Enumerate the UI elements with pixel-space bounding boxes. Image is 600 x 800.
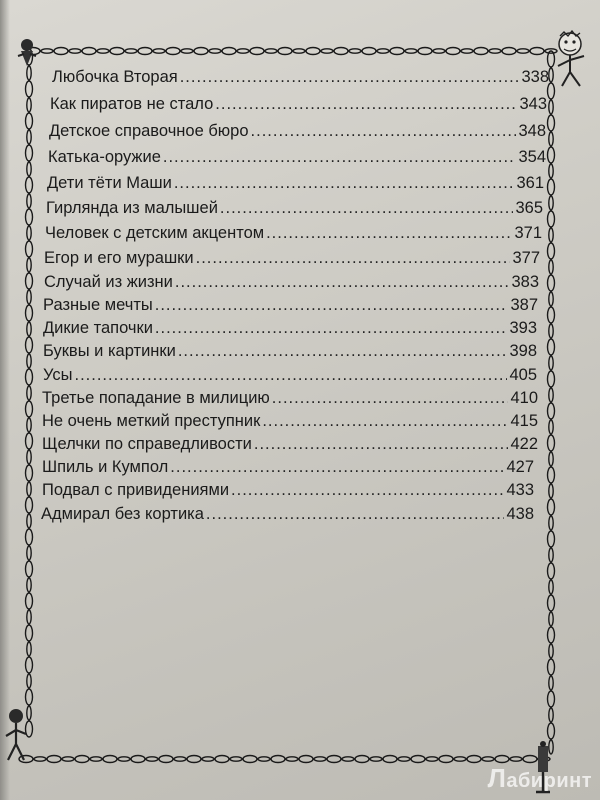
dot-leader [174, 172, 515, 194]
toc-entry-title: Дикие тапочки [43, 319, 153, 337]
toc-entry-page: 410 [510, 389, 538, 407]
watermark-letter: Л [487, 763, 507, 793]
toc-entry [43, 340, 537, 362]
toc-entry [42, 456, 534, 478]
toc-entry-title: Щелчки по справедливости [42, 435, 252, 453]
toc-entry [46, 197, 543, 219]
toc-entry [44, 247, 540, 269]
toc-entry [50, 93, 547, 115]
toc-entry-page: 354 [518, 148, 546, 166]
toc-entry-page: 338 [521, 68, 549, 86]
dot-leader [262, 410, 508, 432]
dot-leader [220, 197, 514, 219]
toc-entry-page: 383 [511, 273, 539, 291]
toc-entry-page: 427 [506, 458, 534, 476]
toc-entry [42, 433, 538, 455]
dot-leader [155, 317, 508, 339]
toc-entry-page: 377 [512, 249, 540, 267]
toc-entry-title: Как пиратов не стало [50, 95, 214, 113]
toc-entry-title: Буквы и картинки [43, 342, 176, 360]
dot-leader [206, 503, 505, 525]
toc-entry [44, 271, 539, 293]
toc-entry-page: 371 [514, 224, 542, 242]
toc-entry-title: Адмирал без кортика [41, 505, 204, 523]
corner-figure-bottom-left [2, 706, 32, 766]
dot-leader [196, 247, 511, 269]
toc-entry [42, 479, 534, 501]
toc-entry [48, 146, 546, 168]
toc-entry-title: Любочка Вторая [52, 68, 178, 86]
toc-entry-page: 387 [510, 296, 538, 314]
toc-entry [42, 410, 538, 432]
dot-leader [170, 456, 504, 478]
dot-leader [178, 340, 508, 362]
toc-entry [49, 120, 546, 142]
dot-leader [251, 120, 517, 142]
dot-leader [231, 479, 504, 501]
toc-entry [45, 222, 542, 244]
toc-entry-title: Случай из жизни [44, 273, 173, 291]
toc-entry-page: 415 [510, 412, 538, 430]
toc-entry-page: 393 [509, 319, 537, 337]
toc-entry-title: Егор и его мурашки [44, 249, 194, 267]
toc-entry-title: Детское справочное бюро [49, 122, 249, 140]
chain-border-bottom [18, 752, 553, 766]
toc-entry-page: 361 [516, 174, 544, 192]
toc-entry [43, 317, 537, 339]
watermark [488, 763, 592, 794]
toc-entry-title: Человек с детским акцентом [45, 224, 265, 242]
toc-entry [47, 172, 544, 194]
dot-leader [254, 433, 509, 455]
toc-entry-title: Подвал с привидениями [42, 481, 230, 499]
dot-leader [215, 93, 517, 115]
toc-entry [43, 364, 537, 386]
chain-border-right [544, 50, 558, 762]
toc-entry-title: Дети тёти Маши [47, 174, 172, 192]
dot-leader [155, 294, 509, 316]
toc-entry-page: 348 [518, 122, 546, 140]
toc-entry-page: 343 [519, 95, 547, 113]
corner-figure-top-right [548, 30, 594, 90]
dot-leader [266, 222, 512, 244]
toc-entry-title: Разные мечты [43, 296, 153, 314]
toc-entry-page: 405 [509, 366, 537, 384]
toc-entry-page: 398 [509, 342, 537, 360]
toc-entry-title: Не очень меткий преступник [42, 412, 261, 430]
watermark-text: абиринт [506, 770, 592, 792]
toc-entry [41, 503, 534, 525]
chain-border-top [25, 44, 560, 58]
toc-entry-page: 422 [510, 435, 538, 453]
corner-figure-top-left [14, 36, 40, 70]
toc-entry-title: Гирлянда из малышей [46, 199, 218, 217]
toc-entry [52, 66, 549, 88]
page-shadow [0, 0, 10, 800]
dot-leader [175, 271, 510, 293]
toc-entry-page: 438 [506, 505, 534, 523]
toc-entry [42, 387, 538, 409]
toc-entry-title: Третье попадание в милицию [42, 389, 270, 407]
dot-leader [75, 364, 508, 386]
toc-entry-title: Катька-оружие [48, 148, 161, 166]
dot-leader [272, 387, 509, 409]
dot-leader [180, 66, 520, 88]
chain-border-left [22, 48, 36, 738]
toc-entry-title: Шпиль и Кумпол [42, 458, 169, 476]
toc-entry-page: 365 [515, 199, 543, 217]
toc-entry [43, 294, 538, 316]
toc-entry-page: 433 [506, 481, 534, 499]
toc-entry-title: Усы [43, 366, 73, 384]
dot-leader [163, 146, 517, 168]
